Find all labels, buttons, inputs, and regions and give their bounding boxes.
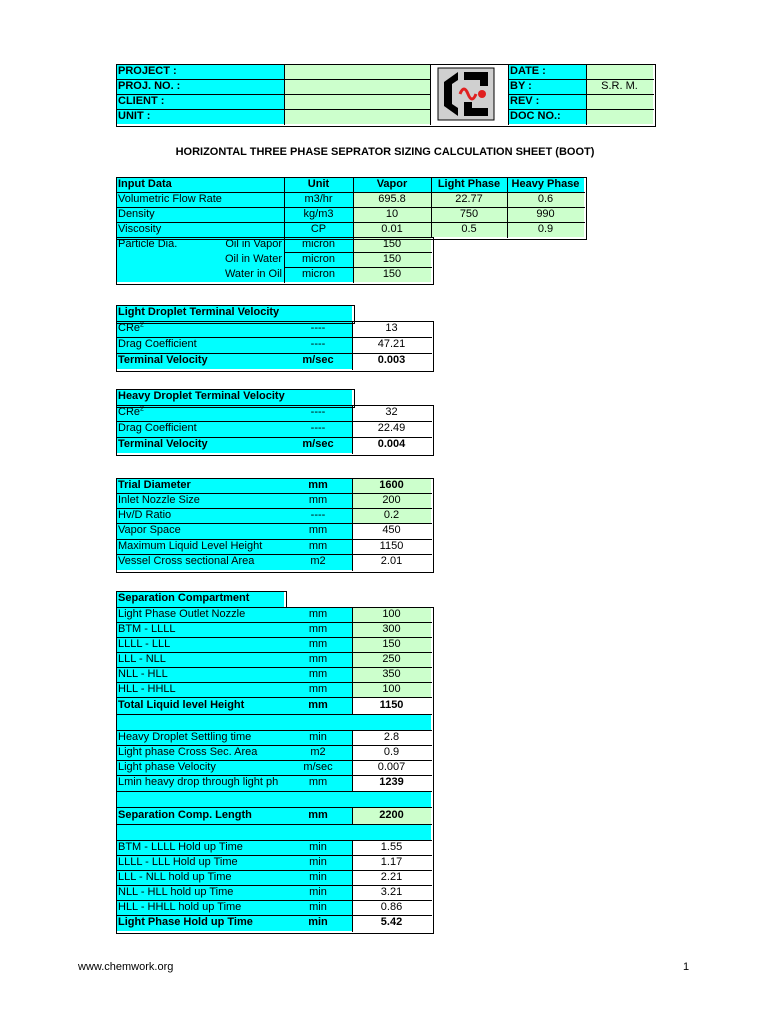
holdup-label: LLL - NLL hold up Time bbox=[116, 870, 284, 885]
input-row-light[interactable]: 22.77 bbox=[431, 192, 507, 207]
trial-row-label: Inlet Nozzle Size bbox=[116, 493, 284, 508]
input-row-vapor[interactable]: 0.01 bbox=[353, 222, 431, 237]
light-tv-value: 0.003 bbox=[352, 353, 431, 369]
holdup-label: NLL - HLL hold up Time bbox=[116, 885, 284, 900]
trial-row-value[interactable]: 200 bbox=[352, 493, 431, 508]
settling-label: Light phase Velocity bbox=[116, 760, 284, 775]
heavy-droplet-title: Heavy Droplet Terminal Velocity bbox=[116, 389, 352, 405]
date-label: DATE : bbox=[508, 64, 586, 79]
level-label: LLLL - LLL bbox=[116, 637, 284, 652]
holdup-unit: min bbox=[284, 840, 352, 855]
particle-sub-label: Water in Oil bbox=[224, 268, 282, 280]
level-value[interactable]: 350 bbox=[352, 667, 431, 682]
particle-unit: micron bbox=[284, 237, 353, 252]
input-row-heavy[interactable]: 0.9 bbox=[507, 222, 584, 237]
total-label: Total Liquid level Height bbox=[116, 697, 284, 714]
settling-value: 0.007 bbox=[352, 760, 431, 775]
heavy-cre-text: CRe bbox=[118, 406, 141, 418]
holdup-value: 3.21 bbox=[352, 885, 431, 900]
light-drag-unit: ---- bbox=[284, 337, 352, 353]
trial-row-label: Vapor Space bbox=[116, 523, 284, 539]
by-label: BY : bbox=[508, 79, 586, 94]
level-label: LLL - NLL bbox=[116, 652, 284, 667]
holdup-value: 2.21 bbox=[352, 870, 431, 885]
settling-value: 2.8 bbox=[352, 730, 431, 745]
trial-row-unit: mm bbox=[284, 523, 352, 539]
input-header-vapor: Vapor bbox=[353, 177, 431, 192]
settling-label: Light phase Cross Sec. Area bbox=[116, 745, 284, 760]
holdup-unit: min bbox=[284, 855, 352, 870]
level-unit: mm bbox=[284, 652, 352, 667]
length-value[interactable]: 2200 bbox=[352, 807, 431, 824]
level-unit: mm bbox=[284, 682, 352, 697]
input-row-label: Viscosity bbox=[116, 222, 284, 237]
settling-value: 1239 bbox=[352, 775, 431, 791]
level-unit: mm bbox=[284, 637, 352, 652]
holdup-unit: min bbox=[284, 885, 352, 900]
trial-row-value[interactable]: 0.2 bbox=[352, 508, 431, 523]
trial-row-unit: ---- bbox=[284, 508, 352, 523]
trial-row-unit: mm bbox=[284, 478, 352, 493]
trial-row-value[interactable]: 1600 bbox=[352, 478, 431, 493]
level-value[interactable]: 300 bbox=[352, 622, 431, 637]
particle-sub-label: Oil in Water bbox=[224, 253, 282, 265]
level-value[interactable]: 150 bbox=[352, 637, 431, 652]
input-row-unit: m3/hr bbox=[284, 192, 353, 207]
input-row-label: Volumetric Flow Rate bbox=[116, 192, 284, 207]
unit-label: UNIT : bbox=[116, 109, 284, 124]
holdup-value: 1.55 bbox=[352, 840, 431, 855]
level-value[interactable]: 100 bbox=[352, 682, 431, 697]
settling-unit: m2 bbox=[284, 745, 352, 760]
holdup-label: BTM - LLLL Hold up Time bbox=[116, 840, 284, 855]
trial-row-label: Hv/D Ratio bbox=[116, 508, 284, 523]
particle-sub-label: Oil in Vapor bbox=[225, 238, 282, 250]
input-row-label: Density bbox=[116, 207, 284, 222]
light-tv-label: Terminal Velocity bbox=[116, 353, 284, 369]
input-row-unit: CP bbox=[284, 222, 353, 237]
holdup-label: HLL - HHLL hold up Time bbox=[116, 900, 284, 915]
level-value[interactable]: 250 bbox=[352, 652, 431, 667]
settling-value: 0.9 bbox=[352, 745, 431, 760]
light-drag-value: 47.21 bbox=[352, 337, 431, 353]
trial-row-unit: mm bbox=[284, 539, 352, 554]
settling-unit: mm bbox=[284, 775, 352, 791]
particle-value[interactable]: 150 bbox=[353, 237, 431, 252]
heavy-cre-unit: ---- bbox=[284, 405, 352, 421]
input-row-vapor[interactable]: 10 bbox=[353, 207, 431, 222]
settling-unit: m/sec bbox=[284, 760, 352, 775]
heavy-drag-unit: ---- bbox=[284, 421, 352, 437]
trial-row-value: 450 bbox=[352, 523, 431, 539]
input-row-light[interactable]: 750 bbox=[431, 207, 507, 222]
heavy-cre-value: 32 bbox=[352, 405, 431, 421]
input-row-light[interactable]: 0.5 bbox=[431, 222, 507, 237]
holdup-total-label: Light Phase Hold up Time bbox=[116, 915, 284, 931]
sheet-title: HORIZONTAL THREE PHASE SEPRATOR SIZING CALCULATION SHEET (BOOT) bbox=[175, 146, 595, 158]
level-label: BTM - LLLL bbox=[116, 622, 284, 637]
light-cre-unit: ---- bbox=[284, 321, 352, 337]
heavy-tv-unit: m/sec bbox=[284, 437, 352, 453]
input-header-heavy: Heavy Phase bbox=[507, 177, 584, 192]
length-unit: mm bbox=[284, 807, 352, 824]
particle-unit: micron bbox=[284, 267, 353, 282]
light-cre-value: 13 bbox=[352, 321, 431, 337]
input-row-vapor[interactable]: 695.8 bbox=[353, 192, 431, 207]
level-label: Light Phase Outlet Nozzle bbox=[116, 607, 284, 622]
particle-label: Particle Dia. bbox=[118, 238, 178, 250]
trial-row-label: Trial Diameter bbox=[116, 478, 284, 493]
heavy-drag-label: Drag Coefficient bbox=[116, 421, 284, 437]
docno-label: DOC NO.: bbox=[508, 109, 586, 124]
length-label: Separation Comp. Length bbox=[116, 807, 284, 824]
particle-unit: micron bbox=[284, 252, 353, 267]
by-value: S.R. M. bbox=[586, 79, 653, 94]
heavy-tv-value: 0.004 bbox=[352, 437, 431, 453]
heavy-tv-label: Terminal Velocity bbox=[116, 437, 284, 453]
level-value[interactable]: 100 bbox=[352, 607, 431, 622]
holdup-total-unit: min bbox=[284, 915, 352, 931]
input-row-unit: kg/m3 bbox=[284, 207, 353, 222]
holdup-total-value: 5.42 bbox=[352, 915, 431, 931]
holdup-label: LLLL - LLL Hold up Time bbox=[116, 855, 284, 870]
separation-title: Separation Compartment bbox=[116, 591, 284, 607]
light-cre-text: CRe bbox=[118, 322, 141, 334]
project-label: PROJECT : bbox=[116, 64, 284, 79]
level-unit: mm bbox=[284, 667, 352, 682]
superscript-2: 2 bbox=[140, 405, 144, 413]
particle-value[interactable]: 150 bbox=[353, 267, 431, 282]
trial-row-label: Maximum Liquid Level Height bbox=[116, 539, 284, 554]
total-unit: mm bbox=[284, 697, 352, 714]
input-header-label: Input Data bbox=[116, 177, 284, 192]
level-unit: mm bbox=[284, 622, 352, 637]
total-value: 1150 bbox=[352, 697, 431, 714]
level-label: HLL - HHLL bbox=[116, 682, 284, 697]
settling-label: Heavy Droplet Settling time bbox=[116, 730, 284, 745]
projno-label: PROJ. NO. : bbox=[116, 79, 284, 94]
holdup-value: 0.86 bbox=[352, 900, 431, 915]
trial-row-value: 1150 bbox=[352, 539, 431, 554]
rev-label: REV : bbox=[508, 94, 586, 109]
header-border bbox=[116, 64, 656, 127]
holdup-unit: min bbox=[284, 870, 352, 885]
level-label: NLL - HLL bbox=[116, 667, 284, 682]
level-unit: mm bbox=[284, 607, 352, 622]
particle-value[interactable]: 150 bbox=[353, 252, 431, 267]
trial-row-unit: mm bbox=[284, 493, 352, 508]
input-header-light: Light Phase bbox=[431, 177, 507, 192]
holdup-unit: min bbox=[284, 900, 352, 915]
input-header-unit: Unit bbox=[284, 177, 353, 192]
settling-unit: min bbox=[284, 730, 352, 745]
heavy-drag-value: 22.49 bbox=[352, 421, 431, 437]
client-label: CLIENT : bbox=[116, 94, 284, 109]
settling-label: Lmin heavy drop through light ph bbox=[116, 775, 284, 791]
input-row-heavy[interactable]: 0.6 bbox=[507, 192, 584, 207]
light-droplet-title: Light Droplet Terminal Velocity bbox=[116, 305, 352, 321]
light-tv-unit: m/sec bbox=[284, 353, 352, 369]
light-drag-label: Drag Coefficient bbox=[116, 337, 284, 353]
input-row-heavy[interactable]: 990 bbox=[507, 207, 584, 222]
trial-row-unit: m2 bbox=[284, 554, 352, 570]
superscript-2: 2 bbox=[140, 321, 144, 329]
trial-row-label: Vessel Cross sectional Area bbox=[116, 554, 284, 570]
footer-page-number: 1 bbox=[683, 961, 690, 973]
footer-website: www.chemwork.org bbox=[78, 961, 174, 973]
trial-row-value: 2.01 bbox=[352, 554, 431, 570]
holdup-value: 1.17 bbox=[352, 855, 431, 870]
